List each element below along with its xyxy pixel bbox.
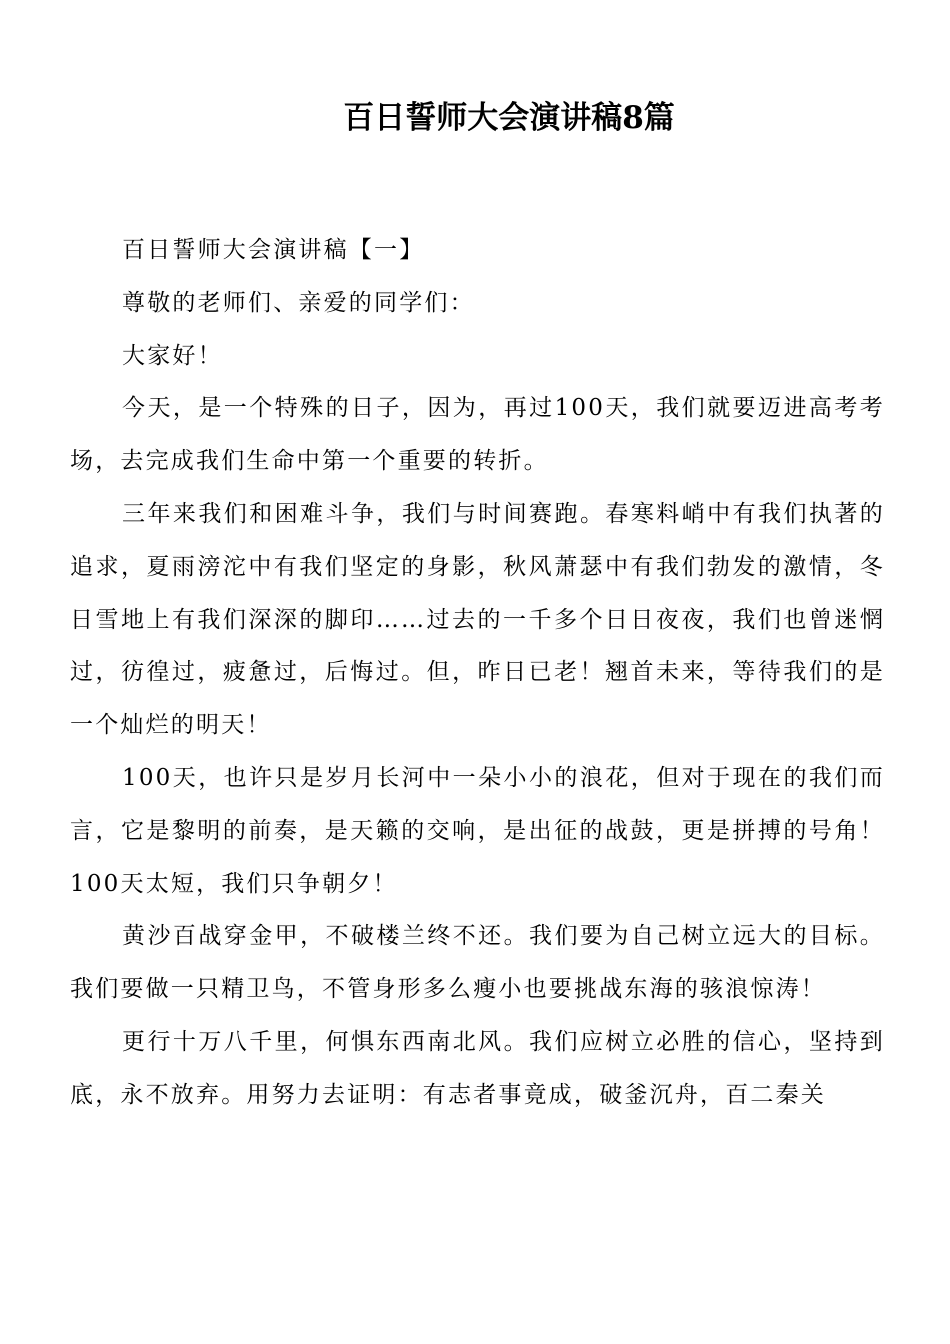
paragraph: 百日誓师大会演讲稿【一】 (122, 237, 425, 263)
paragraph: 100天，也许只是岁月长河中一朵小小的浪花，但对于现在的我们而言，它是黎明的前奏，是天籁的交响，是出征的战鼓，更是拼搏的号角！100天太短，我们只争朝夕！ (70, 764, 885, 897)
paragraph: 今天，是一个特殊的日子，因为，再过100天，我们就要迈进高考考场，去完成我们生命中第一个重要的转折。 (70, 395, 885, 475)
paragraph: 尊敬的老师们、亲爱的同学们： (122, 289, 475, 316)
paragraph: 黄沙百战穿金甲，不破楼兰终不还。我们要为自己树立远大的目标。我们要做一只精卫鸟，不管身形多么瘦小也要挑战东海的骇浪惊涛！ (70, 923, 885, 1003)
paragraph: 大家好！ (122, 342, 223, 369)
paragraph: 三年来我们和困难斗争，我们与时间赛跑。春寒料峭中有我们执著的追求，夏雨滂沱中有我们坚定的身影，秋风萧瑟中有我们勃发的激情，冬日雪地上有我们深深的脚印……过去的一千多个日日夜夜，我们也曾迷惘过，彷徨过，疲惫过，后悔过。但，昨日已老！翘首未来，等待我们的是一个灿烂的明天！ (70, 500, 885, 739)
paragraph: 更行十万八千里，何惧东西南北风。我们应树立必胜的信心，坚持到底，永不放弃。用努力去证明：有志者事竟成，破釜沉舟，百二秦关 (70, 1028, 885, 1108)
document-title: 百日誓师大会演讲稿8篇 (343, 100, 675, 136)
document-body (70, 224, 885, 1122)
